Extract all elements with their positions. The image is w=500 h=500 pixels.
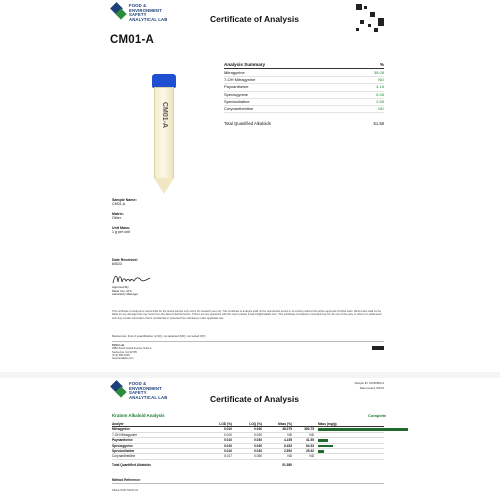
summary-row	[224, 70, 384, 77]
loq-cell: 0.030	[254, 438, 262, 443]
mass-pct-cell: 6.453	[284, 443, 292, 448]
method-notes-label: Method Reference:	[112, 478, 141, 482]
column-header: Mass (mg/g)	[318, 422, 337, 426]
page2-sample-id: Sample ID: 61350800-2	[354, 381, 384, 385]
date-received-value: 6/5/23	[112, 262, 122, 267]
summary-total-value: 51.58	[373, 121, 384, 127]
summary-total-label: Total Quantified Alkaloids	[224, 121, 271, 127]
loq-cell: 0.030	[254, 443, 262, 448]
summary-value: 6.45	[376, 91, 384, 97]
summary-row	[224, 77, 384, 84]
mass-mgg-cell: 25.92	[306, 449, 314, 454]
lab-footer-phone: (714) 386-2315	[112, 353, 130, 357]
matrix-block	[112, 212, 124, 221]
mass-mgg-cell: 64.53	[306, 443, 314, 448]
analyte-cell: Speciociliatine	[112, 449, 135, 454]
table-row	[112, 454, 384, 459]
lab-footer-address: 2882 South Grand Avenue Suite A	[112, 347, 152, 351]
analyte-cell: 7-OH Mitragynine	[112, 432, 137, 437]
lod-cell: 0.010	[224, 438, 232, 443]
table-total-row	[112, 463, 384, 467]
loq-cell: 0.050	[254, 454, 262, 459]
certificate-title: Certificate of Analysis	[210, 14, 299, 24]
summary-row	[224, 106, 384, 113]
approver-role: Laboratory Manager	[112, 292, 139, 297]
summary-analyte: Mitragynine	[224, 70, 245, 75]
lab-footer	[112, 344, 151, 360]
tube-label	[161, 102, 168, 112]
column-header: LOQ (%)	[249, 422, 262, 426]
tube-body	[154, 87, 174, 179]
summary-value: ND	[378, 77, 384, 83]
total-value: 51.580	[282, 462, 292, 467]
analysis-summary	[224, 62, 384, 126]
footer-divider	[112, 341, 384, 342]
lab-logo-icon	[112, 4, 126, 20]
sample-name-label: Sample Name:	[112, 198, 137, 202]
summary-analyte: Paynantheine	[224, 84, 249, 90]
lab-name-line: ANALYTICAL LAB	[129, 394, 168, 400]
mass-bar	[318, 445, 333, 448]
summary-value: 38.08	[373, 70, 384, 75]
loq-cell: 0.030	[254, 432, 262, 437]
lod-cell: 0.010	[224, 449, 232, 454]
summary-analyte: Corynantheidine	[224, 106, 254, 112]
summary-value: 4.16	[376, 84, 384, 90]
method-divider	[112, 483, 384, 484]
date-received-label: Date Received:	[112, 258, 138, 262]
status-badge: Complete	[368, 413, 387, 418]
bar-cell	[314, 454, 384, 458]
unit-mass-block	[112, 226, 130, 235]
page2-date-issued: Date Issued: 6/6/23	[359, 386, 384, 390]
summary-total	[224, 121, 384, 126]
lab-name-line: FOOD &	[129, 381, 147, 386]
mass-mgg-cell: 380.75	[304, 427, 314, 432]
mass-pct-cell: ND	[287, 454, 292, 459]
lab-footer-name: FESA Lab	[112, 344, 125, 347]
summary-title: Analysis Summary	[224, 62, 266, 67]
column-header: Mass (%)	[278, 422, 292, 426]
lod-cell: 0.017	[224, 454, 232, 459]
sample-name-value: CM01-A	[112, 202, 126, 207]
tube-cap	[152, 74, 176, 88]
approver-name: Marie Yoo, M.S.	[112, 288, 133, 293]
references-text: References: limit of quantification (LOQ), not detected (ND), not tested (NT)	[112, 334, 206, 338]
signature-image	[112, 272, 152, 286]
lab-name-line: ENVIRONMENT	[129, 7, 162, 13]
summary-row	[224, 84, 384, 91]
column-header: LOD (%)	[219, 422, 232, 426]
approval-block	[112, 286, 138, 297]
analyte-cell: Mitragynine	[112, 427, 130, 432]
bar-cell	[314, 444, 384, 448]
analyte-cell: Corynantheidine	[112, 454, 136, 459]
loq-cell: 0.030	[254, 449, 262, 454]
lab-logo	[112, 4, 167, 22]
lod-cell: 0.010	[224, 427, 232, 432]
mass-mgg-cell: ND	[309, 454, 314, 459]
column-header: Analyte	[112, 422, 124, 426]
qr-code-icon	[356, 4, 386, 34]
bar-cell	[314, 433, 384, 437]
sample-tube-image	[152, 74, 176, 194]
summary-value: ND	[378, 106, 384, 112]
loq-cell: 0.030	[254, 427, 262, 432]
mass-pct-cell: 2.592	[284, 449, 292, 454]
sample-code-heading: CM01-A	[110, 34, 155, 46]
mass-bar	[318, 450, 324, 453]
sample-name-block	[112, 198, 137, 207]
matrix-value: Other	[112, 216, 121, 221]
mass-bar	[318, 428, 408, 431]
mass-pct-cell: 4.155	[284, 438, 292, 443]
summary-unit: %	[379, 62, 384, 67]
mass-bar	[318, 439, 328, 442]
lab-footer-web: www.fesalabs.com	[112, 357, 134, 361]
summary-analyte: 7-OH Mitragynine	[224, 77, 256, 83]
lab-footer-city: Santa Ana, CA 92705	[112, 350, 137, 354]
mass-pct-cell: ND	[287, 432, 292, 437]
redaction-bar	[372, 346, 384, 350]
lab-name-line: FOOD &	[129, 3, 147, 8]
summary-analyte: Speciogynine	[224, 91, 249, 97]
summary-analyte: Speciociliatine	[224, 98, 250, 104]
summary-row	[224, 92, 384, 99]
bar-cell	[314, 449, 384, 453]
lab-logo	[112, 382, 167, 400]
total-label: Total Quantified Alkaloids	[112, 462, 151, 467]
lab-name-line: ANALYTICAL LAB	[129, 16, 168, 22]
section-title: Kratom Alkaloid Analysis	[112, 413, 165, 418]
alkaloid-table	[112, 422, 384, 467]
unit-mass-value: 1 g per unit	[112, 230, 130, 235]
mass-mgg-cell: ND	[309, 432, 314, 437]
bar-cell	[314, 427, 384, 431]
approved-by-label: Approved By:	[112, 285, 130, 289]
lab-name-line: SAFETY	[129, 12, 147, 18]
certificate-title: Certificate of Analysis	[210, 394, 299, 404]
summary-row	[224, 99, 384, 106]
analyte-cell: Speciogynine	[112, 443, 133, 448]
lab-name-line: SAFETY	[129, 390, 147, 396]
lod-cell: 0.010	[224, 443, 232, 448]
mass-mgg-cell: 41.55	[306, 438, 314, 443]
summary-value: 2.59	[376, 98, 384, 104]
matrix-label: Matrix:	[112, 212, 124, 216]
analyte-cell: Paynantheine	[112, 438, 133, 443]
lod-cell: 0.010	[224, 432, 232, 437]
unit-mass-label: Unit Mass:	[112, 226, 131, 230]
tube-tip	[154, 178, 174, 194]
bar-cell	[314, 438, 384, 442]
date-received-block	[112, 258, 138, 267]
method-reference: FESA-SOP-KRAT-01	[112, 488, 139, 492]
mass-pct-cell: 38.075	[282, 427, 292, 432]
disclaimer-text: This certificate of analysis is responsible for the tested sample only and is for research use only. This certificate of analysis shall not be reproduced except in its entirety without the written approval of FESA Labs. FESA Labs shall not be liable for any damage that may result from the data contained herein. If there are any questions with this report please email info@fesalabs.com. This certificate of analysis is intended only for the use of the party to whom it is addressed and may contain information that is confidential or protected from disclosure under applicable law.	[112, 310, 382, 320]
lab-logo-icon	[112, 382, 126, 398]
lab-name-line: ENVIRONMENT	[129, 385, 162, 391]
